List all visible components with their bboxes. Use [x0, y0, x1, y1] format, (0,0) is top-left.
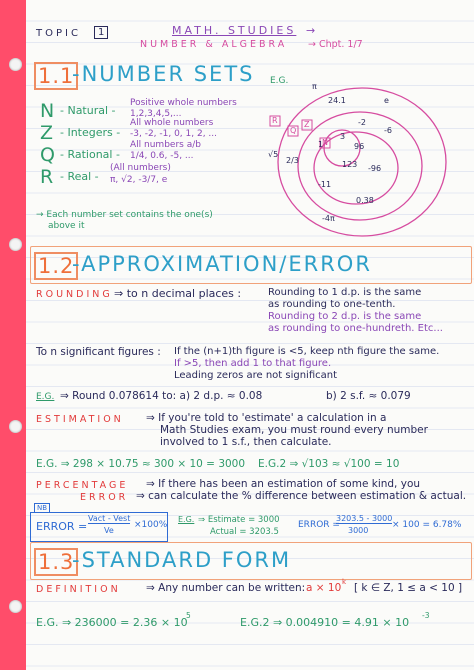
rounding-arrow-text: ⇒ to n decimal places : — [114, 287, 242, 300]
sigfig-lead: To n significant figures : — [36, 346, 161, 358]
definition-exponent: k — [342, 578, 347, 586]
note-line: → Each number set contains the one(s) — [36, 210, 213, 220]
venn-value: -96 — [368, 164, 382, 173]
example-text: E.G.2 ⇒ 0.004910 = 4.91 × 10 — [240, 616, 410, 629]
subject-arrow: → — [306, 24, 316, 37]
percentage-rule: ⇒ can calculate the % difference between estimation & actual. — [136, 490, 467, 502]
venn-label-q: Q — [290, 126, 297, 135]
punch-hole — [9, 58, 22, 71]
section-title: -NUMBER SETS — [72, 62, 255, 86]
venn-value: √5 — [268, 150, 279, 159]
set-symbol: Z — [40, 122, 54, 144]
set-example: -3, -2, -1, 0, 1, 2, ... — [130, 129, 218, 139]
definition-text: ⇒ Any number can be written: — [146, 582, 306, 594]
set-desc: (All numbers) — [110, 163, 171, 173]
example-text: ⇒ Estimate = 3000 — [198, 515, 280, 525]
example-label: E.G. — [178, 515, 195, 524]
section-title: -STANDARD FORM — [72, 548, 292, 572]
example-text: ⇒ Round 0.078614 to: a) 2 d.p. ≈ 0.08 — [60, 390, 263, 402]
definition-label: DEFINITION — [36, 584, 121, 595]
set-symbol: N — [40, 100, 55, 122]
estimation-rule: Math Studies exam, you must round every number — [160, 424, 428, 436]
topic-label: TOPIC — [36, 28, 81, 39]
definition-formula: a × 10 — [306, 582, 342, 594]
venn-label-z: Z — [304, 120, 310, 129]
formula-left: ERROR = — [36, 520, 88, 533]
rounding-rule: as rounding to one-hundreth. Etc... — [268, 323, 443, 334]
sigfig-rule: If the (n+1)th figure is <5, keep nth figure the same. — [174, 346, 440, 357]
sigfig-rule: If >5, then add 1 to that figure. — [174, 358, 332, 369]
percentage-label: PERCENTAGE — [36, 480, 129, 491]
subtitle: NUMBER & ALGEBRA — [140, 39, 288, 50]
topic-number: 1 — [94, 26, 108, 39]
error-eg-denominator: 3000 — [348, 526, 369, 535]
chapter-label: → Chpt. 1/7 — [308, 39, 363, 50]
set-desc: All numbers a/b — [130, 140, 201, 150]
subject-title: MATH. STUDIES — [172, 24, 297, 37]
section-number-box: 1.3 — [34, 548, 78, 576]
venn-eg-label: E.G. — [270, 76, 289, 86]
set-example: 1/4, 0.6, -5, ... — [130, 151, 194, 161]
section-title: -APPROXIMATION/ERROR — [72, 252, 372, 276]
red-margin — [0, 0, 26, 670]
venn-value: e — [384, 96, 389, 105]
example-exponent: 5 — [186, 611, 191, 620]
venn-label-r: R — [272, 116, 278, 125]
example-text: E.G.2 ⇒ √103 ≈ √100 = 10 — [258, 458, 400, 470]
set-name: - Integers - — [60, 126, 121, 139]
section-number-box: 1.2 — [34, 252, 78, 280]
example-text: E.G. ⇒ 298 × 10.75 ≈ 300 × 10 = 3000 — [36, 458, 246, 470]
set-name: - Natural - — [60, 104, 116, 117]
venn-label-n: N — [322, 138, 328, 147]
set-example: 1,2,3,4,5,... — [130, 109, 182, 119]
rounding-label: ROUNDING — [36, 289, 113, 300]
formula-tail: ×100% — [134, 520, 168, 530]
punch-hole — [9, 600, 22, 613]
venn-value: -2 — [358, 118, 366, 127]
nb-badge: NB — [34, 503, 50, 513]
set-desc: Positive whole numbers — [130, 98, 237, 108]
venn-value: 1 — [318, 140, 324, 149]
venn-value: -4π — [322, 214, 335, 223]
error-label: ERROR — [80, 492, 129, 503]
venn-value: 2/3 — [286, 156, 299, 165]
error-eg-left: ERROR = — [298, 520, 340, 530]
section-number-box: 1.1 — [34, 62, 78, 90]
rounding-rule: Rounding to 2 d.p. is the same — [268, 311, 422, 322]
rounding-rule: Rounding to 1 d.p. is the same — [268, 287, 422, 298]
set-name: - Rational - — [60, 148, 120, 161]
venn-value: 3 — [340, 132, 346, 141]
example-label: E.G. — [36, 392, 55, 402]
error-eg-result: × 100 = 6.78% — [392, 520, 462, 530]
percentage-rule: ⇒ If there has been an estimation of some kind, you — [146, 478, 421, 490]
example-text: E.G. ⇒ 236000 = 2.36 × 10 — [36, 616, 188, 629]
punch-hole — [9, 238, 22, 251]
set-name: - Real - — [60, 170, 99, 183]
set-symbol: R — [40, 166, 54, 188]
venn-value: 24.1 — [328, 96, 346, 105]
set-desc: All whole numbers — [130, 118, 214, 128]
venn-value: 123 — [342, 160, 358, 169]
estimation-rule: ⇒ If you're told to 'estimate' a calculation in a — [146, 412, 387, 424]
punch-hole — [9, 420, 22, 433]
definition-condition: [ k ∈ Z, 1 ≤ a < 10 ] — [354, 582, 463, 594]
example-text: b) 2 s.f. ≈ 0.079 — [326, 390, 411, 402]
venn-value: -11 — [318, 180, 332, 189]
rounding-rule: as rounding to one-tenth. — [268, 299, 396, 310]
formula-denominator: Ve — [104, 526, 114, 535]
estimation-rule: involved to 1 s.f., then calculate. — [160, 436, 332, 448]
set-symbol: Q — [40, 144, 55, 166]
note-line: above it — [48, 221, 85, 231]
sigfig-rule: Leading zeros are not significant — [174, 370, 338, 381]
error-eg-numerator: 3203.5 - 3000 — [336, 514, 393, 523]
venn-value: 96 — [354, 142, 365, 151]
estimation-label: ESTIMATION — [36, 414, 124, 425]
example-exponent: -3 — [422, 611, 430, 620]
venn-value: π — [312, 82, 317, 91]
set-example: π, √2, -3/7, e — [110, 175, 168, 185]
formula-numerator: Vact - Vest — [88, 514, 131, 523]
venn-value: 0.38 — [356, 196, 374, 205]
example-text: Actual = 3203.5 — [210, 527, 279, 537]
venn-value: -6 — [384, 126, 392, 135]
